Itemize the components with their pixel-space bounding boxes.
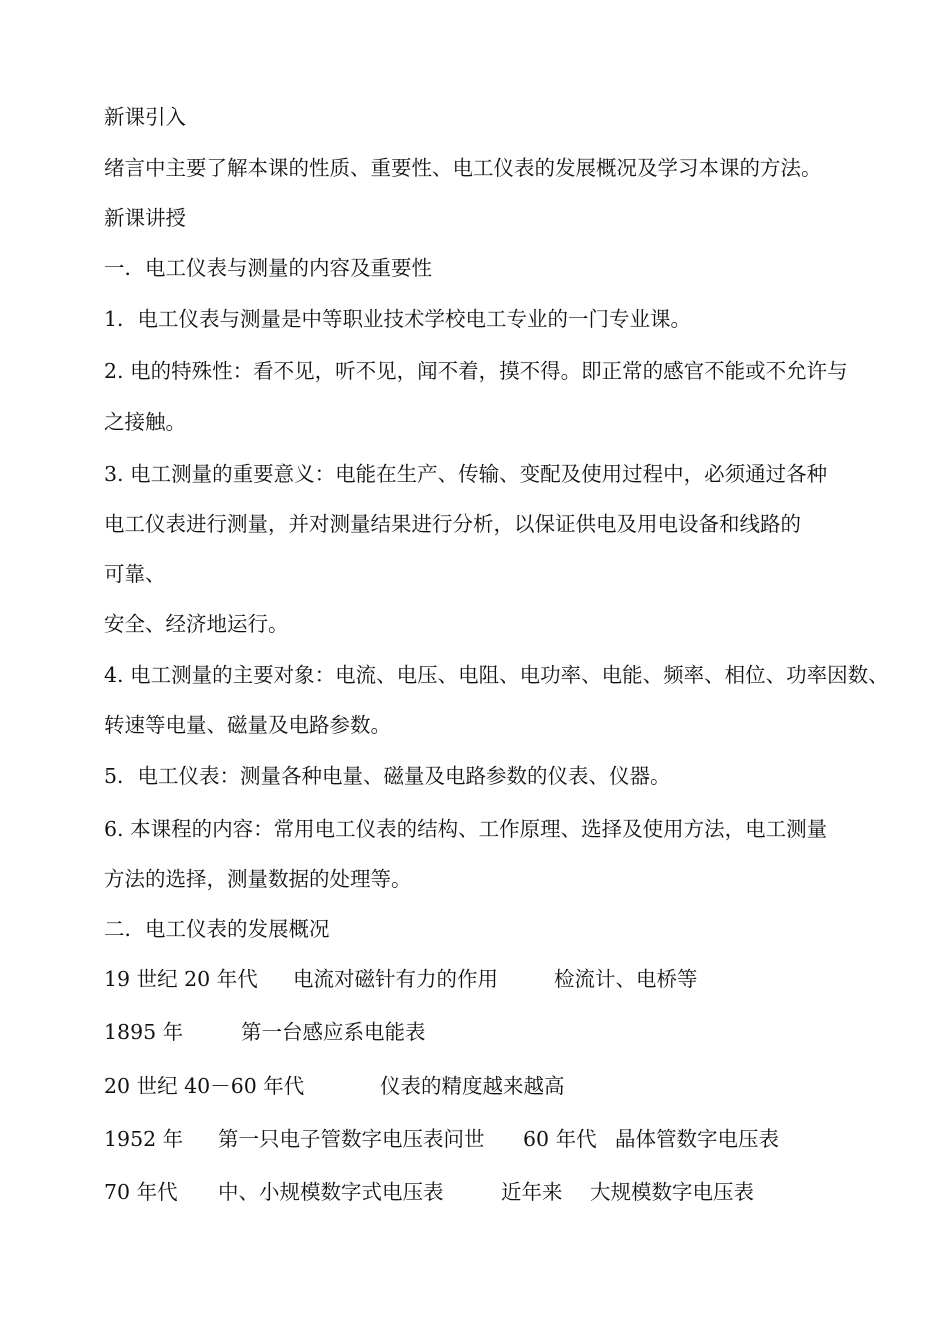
item-4-line-2: 转速等电量、磁量及电路参数。 <box>104 713 391 737</box>
item-2-line-1: 2. 电的特殊性：看不见，听不见，闻不着，摸不得。即正常的感官不能或不允许与 <box>104 359 848 383</box>
item-2-line-2: 之接触。 <box>104 410 186 434</box>
item-6-line-2: 方法的选择，测量数据的处理等。 <box>104 867 412 891</box>
history-period: 20 世纪 40－60 年代 <box>104 1074 305 1098</box>
history-instrument: 大规模数字电压表 <box>590 1180 754 1204</box>
history-event: 仪表的精度越来越高 <box>380 1074 565 1098</box>
history-period: 1952 年 <box>104 1127 184 1151</box>
section-2-title: 二．电工仪表的发展概况 <box>104 917 330 941</box>
item-3-line-2: 电工仪表进行测量，并对测量结果进行分析，以保证供电及用电设备和线路的 <box>104 512 801 536</box>
history-event: 第一台感应系电能表 <box>241 1020 426 1044</box>
heading-new-lesson-lecture: 新课讲授 <box>104 206 186 230</box>
item-3-line-3: 可靠、 <box>104 562 166 586</box>
item-1: 1．电工仪表与测量是中等职业技术学校电工专业的一门专业课。 <box>104 307 692 331</box>
history-event: 中、小规模数字式电压表 <box>218 1180 444 1204</box>
history-instrument: 检流计、电桥等 <box>554 967 698 991</box>
history-instrument: 晶体管数字电压表 <box>615 1127 779 1151</box>
history-period: 近年来 <box>501 1180 563 1204</box>
item-5: 5．电工仪表：测量各种电量、磁量及电路参数的仪表、仪器。 <box>104 764 671 788</box>
item-4-line-1: 4. 电工测量的主要对象：电流、电压、电阻、电功率、电能、频率、相位、功率因数、 <box>104 663 889 687</box>
history-event: 第一只电子管数字电压表问世 <box>218 1127 485 1151</box>
history-period: 19 世纪 20 年代 <box>104 967 258 991</box>
intro-paragraph: 绪言中主要了解本课的性质、重要性、电工仪表的发展概况及学习本课的方法。 <box>104 156 822 180</box>
history-period: 60 年代 <box>523 1127 597 1151</box>
history-event: 电流对磁针有力的作用 <box>293 967 498 991</box>
item-3-line-1: 3. 电工测量的重要意义：电能在生产、传输、变配及使用过程中，必须通过各种 <box>104 462 828 486</box>
item-3-line-4: 安全、经济地运行。 <box>104 612 289 636</box>
history-period: 70 年代 <box>104 1180 178 1204</box>
section-1-title: 一．电工仪表与测量的内容及重要性 <box>104 256 432 280</box>
item-6-line-1: 6. 本课程的内容：常用电工仪表的结构、工作原理、选择及使用方法，电工测量 <box>104 817 828 841</box>
heading-new-lesson-intro: 新课引入 <box>104 105 186 129</box>
history-period: 1895 年 <box>104 1020 184 1044</box>
